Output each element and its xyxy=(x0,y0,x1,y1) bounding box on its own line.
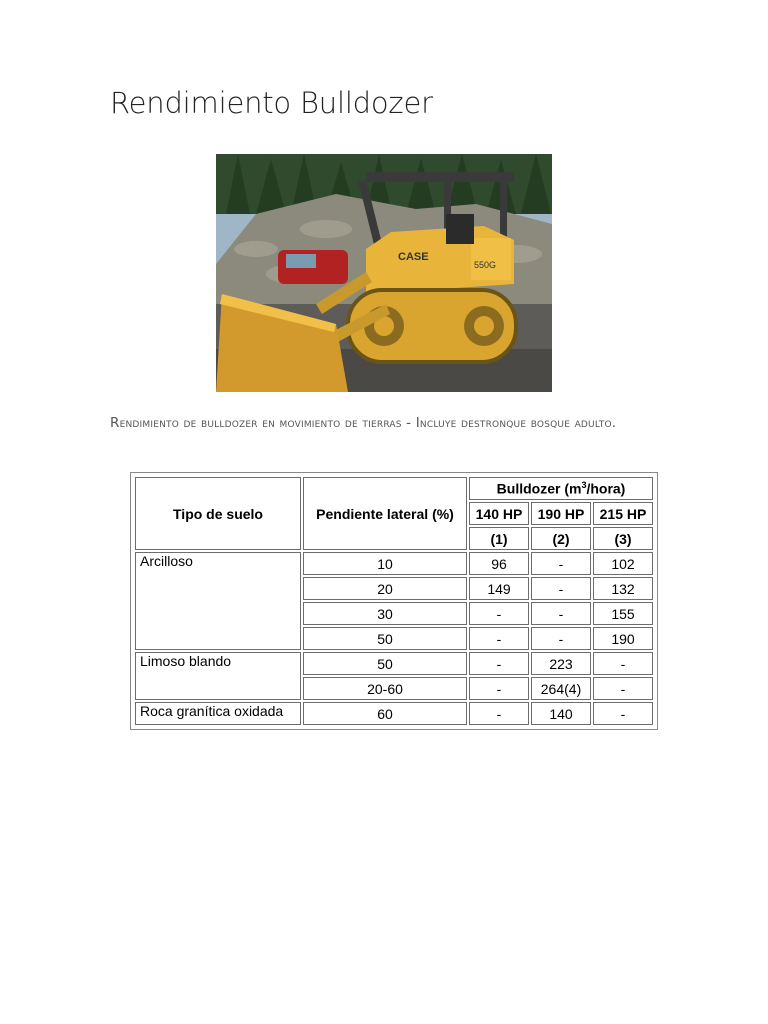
value-cell: 223 xyxy=(531,652,591,675)
page-subtitle: Rendimiento de bulldozer en movimiento de tierras - Incluye destronque bosque adulto. xyxy=(110,415,617,431)
slope-cell: 20 xyxy=(303,577,467,600)
value-cell: - xyxy=(469,652,529,675)
header-hp-190: 190 HP xyxy=(531,502,591,525)
value-cell: 102 xyxy=(593,552,653,575)
bulldozer-photo xyxy=(216,154,552,392)
value-cell: - xyxy=(469,702,529,725)
value-cell: 132 xyxy=(593,577,653,600)
photo-brand-label: CASE xyxy=(398,251,429,263)
value-cell: - xyxy=(593,677,653,700)
value-cell: 140 xyxy=(531,702,591,725)
performance-table xyxy=(133,475,655,727)
slope-cell: 60 xyxy=(303,702,467,725)
page-title: Rendimiento Bulldozer xyxy=(110,86,433,120)
header-soil-type: Tipo de suelo xyxy=(135,477,301,550)
slope-cell: 50 xyxy=(303,652,467,675)
value-cell: 155 xyxy=(593,602,653,625)
header-bulldozer-group: Bulldozer $(m^3/hora)$ xyxy=(469,477,653,500)
table-row xyxy=(135,652,653,675)
photo-model-label: 550G xyxy=(474,260,497,270)
soil-type-cell: Limoso blando xyxy=(135,652,301,700)
header-note-3: (3) xyxy=(593,527,653,550)
header-note-1: (1) xyxy=(469,527,529,550)
value-cell: 264(4) xyxy=(531,677,591,700)
header-slope: Pendiente lateral (%) xyxy=(303,477,467,550)
value-cell: - xyxy=(531,577,591,600)
value-cell: 149 xyxy=(469,577,529,600)
value-cell: - xyxy=(469,627,529,650)
header-hp-140: 140 HP xyxy=(469,502,529,525)
value-cell: - xyxy=(531,602,591,625)
table-row xyxy=(135,552,653,575)
value-cell: - xyxy=(593,652,653,675)
slope-cell: 50 xyxy=(303,627,467,650)
slope-cell: 20-60 xyxy=(303,677,467,700)
value-cell: - xyxy=(531,552,591,575)
table-row xyxy=(135,702,653,725)
slope-cell: 30 xyxy=(303,602,467,625)
value-cell: 96 xyxy=(469,552,529,575)
performance-table-frame xyxy=(130,472,658,730)
header-row-1 xyxy=(135,477,653,500)
value-cell: - xyxy=(531,627,591,650)
header-note-2: (2) xyxy=(531,527,591,550)
header-hp-215: 215 HP xyxy=(593,502,653,525)
slope-cell: 10 xyxy=(303,552,467,575)
value-cell: - xyxy=(469,602,529,625)
soil-type-cell: Roca granítica oxidada xyxy=(135,702,301,725)
value-cell: - xyxy=(593,702,653,725)
value-cell: - xyxy=(469,677,529,700)
value-cell: 190 xyxy=(593,627,653,650)
soil-type-cell: Arcilloso xyxy=(135,552,301,650)
